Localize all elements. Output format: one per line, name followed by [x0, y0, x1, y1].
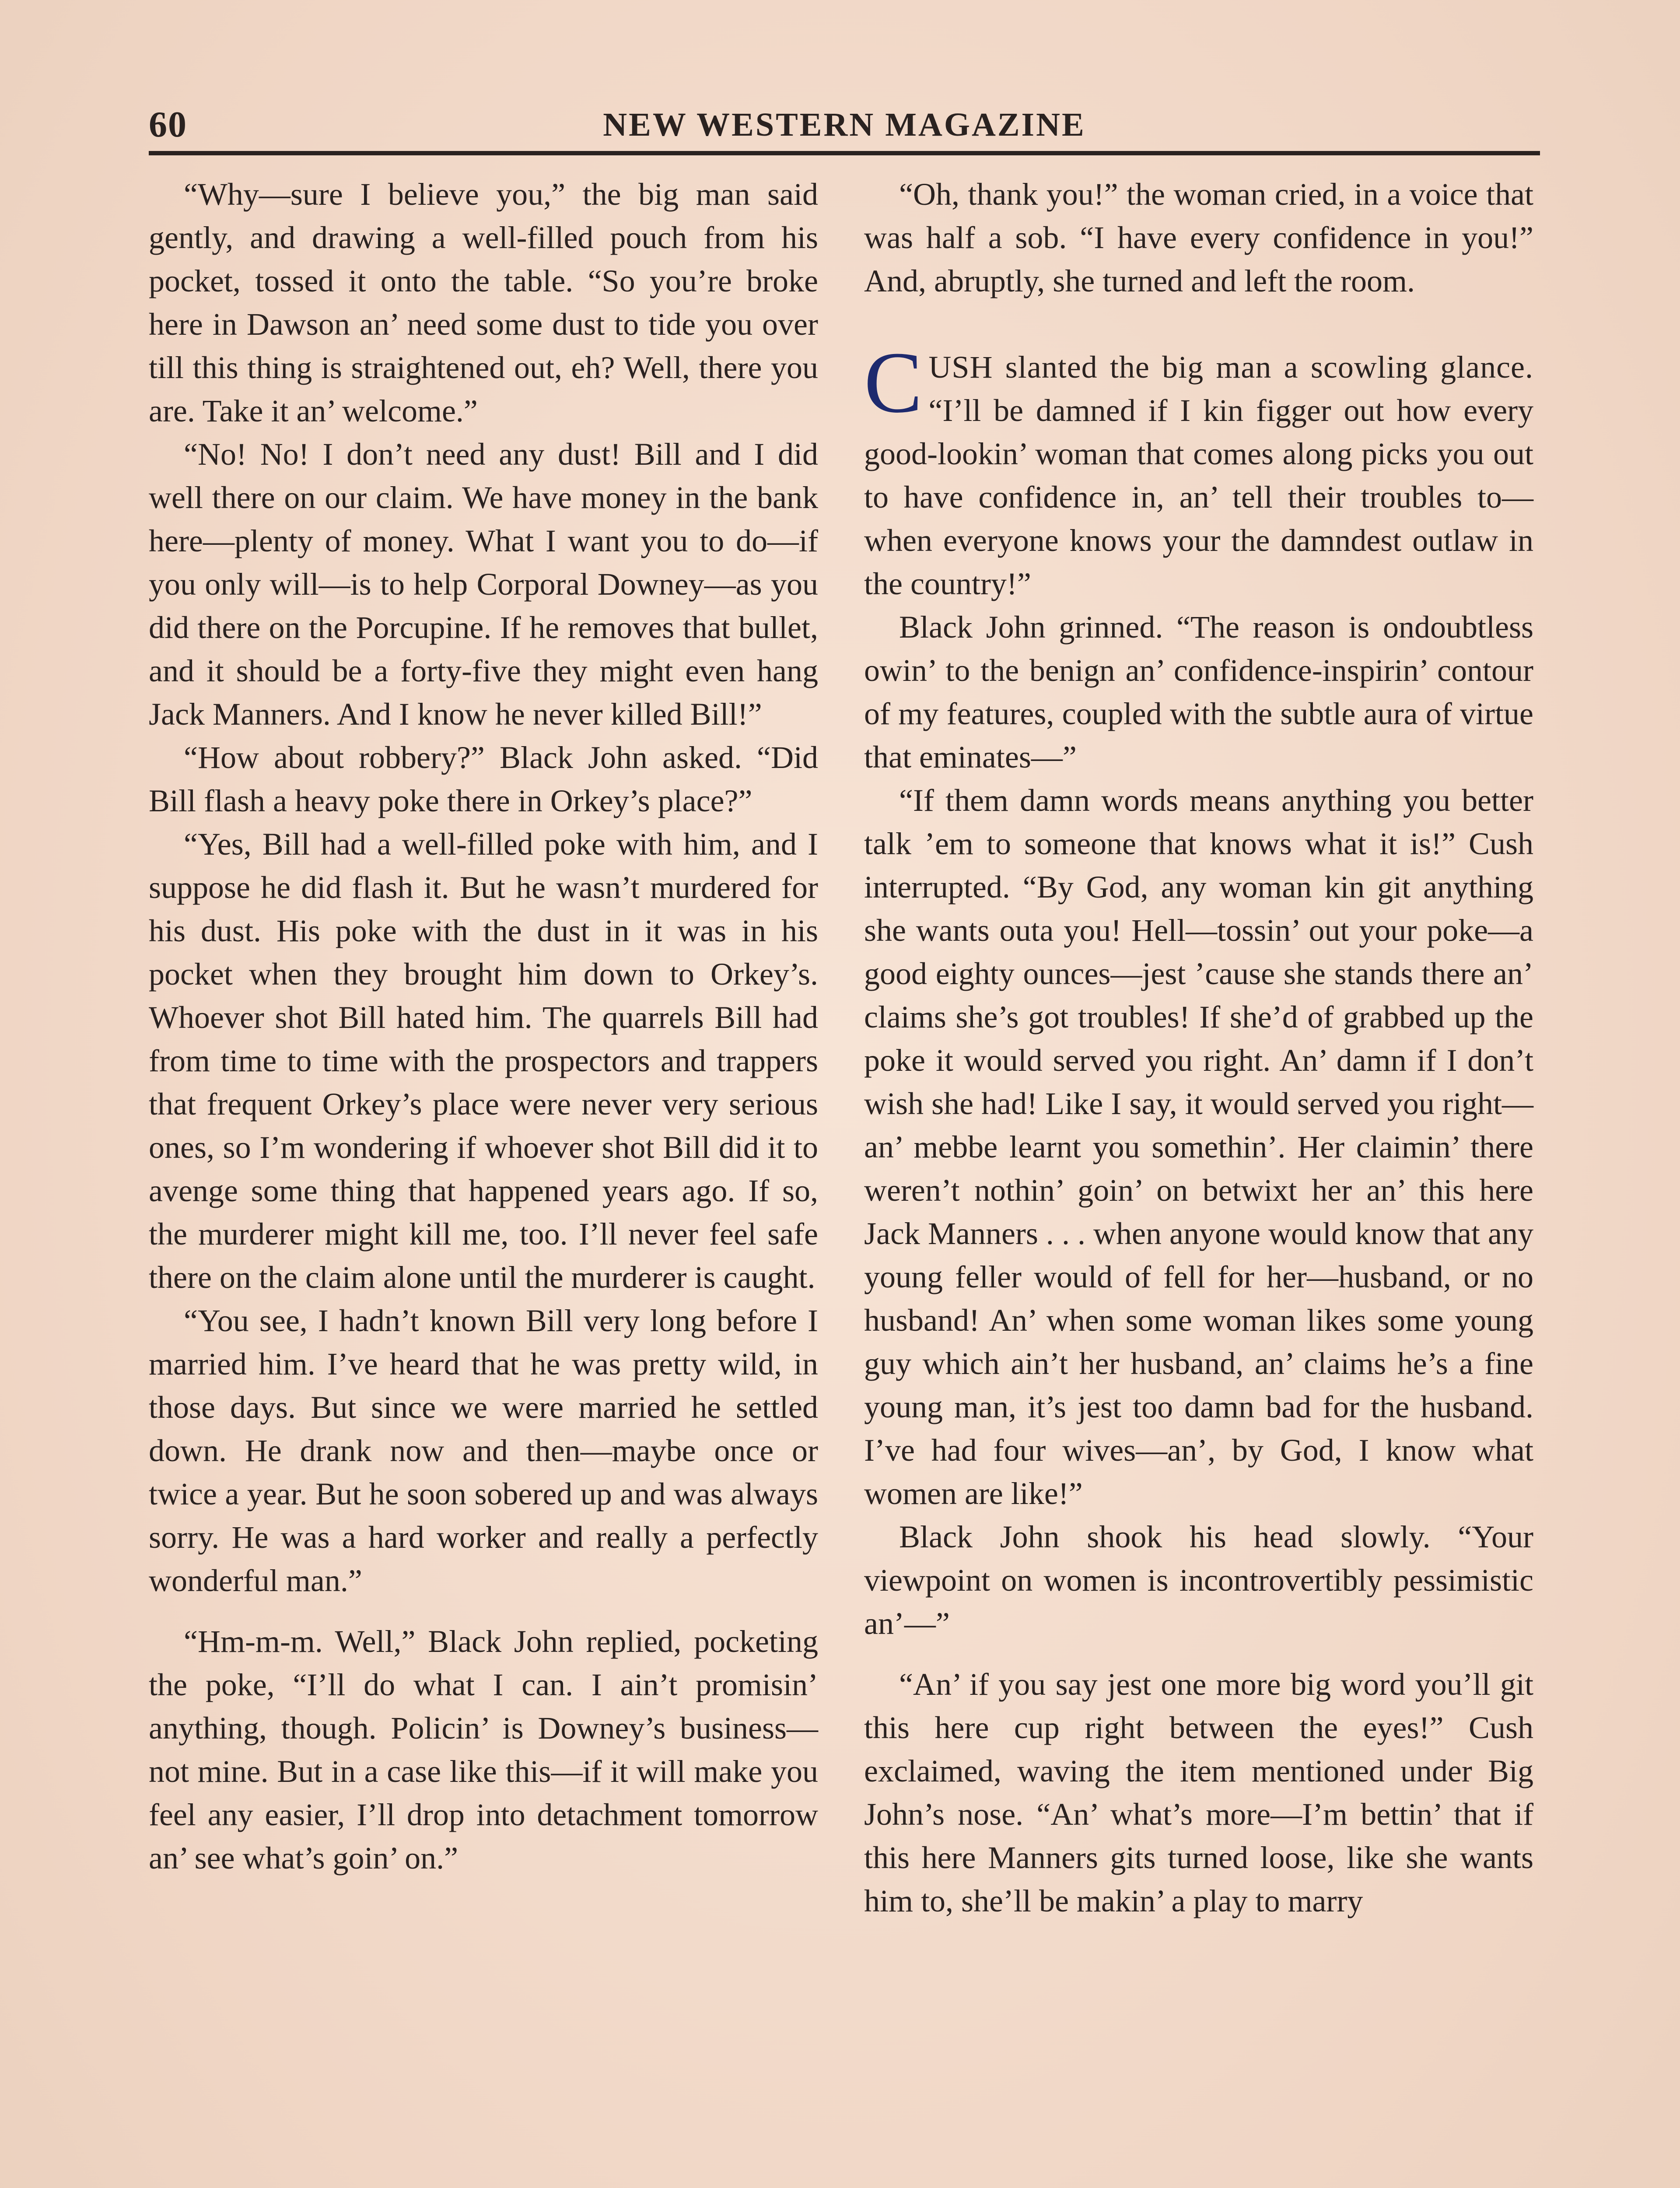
paragraph: “Why—sure I believe you,” the big man said gently, and drawing a well-filled pouch from his pocket, tossed it onto the table. “So you’re broke here in Dawson an’ need some dust to tide you over till this thing is straightened out, eh? Well, there you are. Take it an’ welcome.”: [149, 177, 818, 428]
page-number: 60: [149, 104, 187, 145]
right-column: [864, 173, 1533, 1923]
paragraph: “You see, I hadn’t known Bill very long before I married him. I’ve heard that he was pretty wild, in those days. But since we were married he settled down. He drank now and then—maybe once or twice a year. But he soon sobered up and was always sorry. He was a hard worker and really a perfectly wonderful man.”: [149, 1303, 818, 1598]
left-column: [149, 173, 818, 1880]
paragraph: “Yes, Bill had a well-filled poke with him, and I suppose he did flash it. But he wasn’t murdered for his dust. His poke with the dust in it was in his pocket when they brought him down to Orkey’s. Whoever shot Bill hated him. The quarrels Bill had from time to time with the prospectors and trappers that frequent Orkey’s place were never very serious ones, so I’m wondering if whoever shot Bill did it to avenge some thing that happened years ago. If so, the murderer might kill me, too. I’ll never feel safe there on the claim alone until the murderer is caught.: [149, 827, 818, 1295]
paragraph: “No! No! I don’t need any dust! Bill and I did well there on our claim. We have money in the bank here—plenty of money. What I want you to do—if you only will—is to help Corporal Downey—as you did there on the Porcupine. If he removes that bullet, and it should be a forty-five they might even hang Jack Manners. And I know he never killed Bill!”: [149, 437, 818, 732]
magazine-title: NEW WESTERN MAGAZINE: [603, 106, 1086, 143]
paragraph: Black John grinned. “The reason is ondoubtless owin’ to the benign an’ confidence-inspirin’ contour of my features, coupled with the subtle aura of virtue that eminates—”: [864, 610, 1533, 775]
section-start-paragraph: [864, 334, 1533, 606]
paragraph: Black John shook his head slowly. “Your viewpoint on women is incontrovertibly pessimistic an’—”: [864, 1519, 1533, 1641]
paragraph: “Hm-m-m. Well,” Black John replied, pocketing the poke, “I’ll do what I can. I ain’t promisin’ anything, though. Policin’ is Downey’s business—not mine. But in a case like this—if it will make you feel any easier, I’ll drop into detachment tomorrow an’ see what’s goin’ on.”: [149, 1624, 818, 1876]
paragraph: “How about robbery?” Black John asked. “Did Bill flash a heavy poke there in Orkey’s place?”: [149, 740, 818, 818]
section-start-text: USH slanted the big man a scowling glance. “I’ll be damned if I kin figger out how every good-lookin’ woman that comes along picks you out to have confidence in, an’ tell their troubles to—when everyone knows your the damndest outlaw in the country!”: [864, 350, 1533, 601]
page-header: [149, 101, 1540, 153]
paragraph: “Oh, thank you!” the woman cried, in a voice that was half a sob. “I have every confidence in you!” And, abruptly, she turned and left the room.: [864, 177, 1533, 298]
paragraph: “An’ if you say jest one more big word you’ll git this here cup right between the eyes!” Cush exclaimed, waving the item mentioned under Big John’s nose. “An’ what’s more—I’m bettin’ that if this here Manners gits turned loose, like she wants him to, she’ll be makin’ a play to marry: [864, 1667, 1533, 1918]
drop-cap: C: [864, 334, 923, 431]
paragraph: “If them damn words means anything you better talk ’em to someone that knows what it is!” Cush interrupted. “By God, any woman kin git anything she wants outa you! Hell—tossin’ out your poke—a good eighty ounces—jest ’cause she stands there an’ claims she’s got troubles! If she’d of grabbed up the poke it would served you right. An’ damn if I don’t wish she had! Like I say, it would served you right—an’ mebbe learnt you somethin’. Her claimin’ there weren’t nothin’ goin’ on betwixt her an’ this here Jack Manners . . . when anyone would know that any young feller would of fell for her—husband, or no husband! An’ when some woman likes some young guy which ain’t her husband, an’ claims he’s a fine young man, it’s jest too damn bad for the husband. I’ve had four wives—an’, by God, I know what women are like!”: [864, 783, 1533, 1511]
header-rule: [149, 151, 1540, 155]
